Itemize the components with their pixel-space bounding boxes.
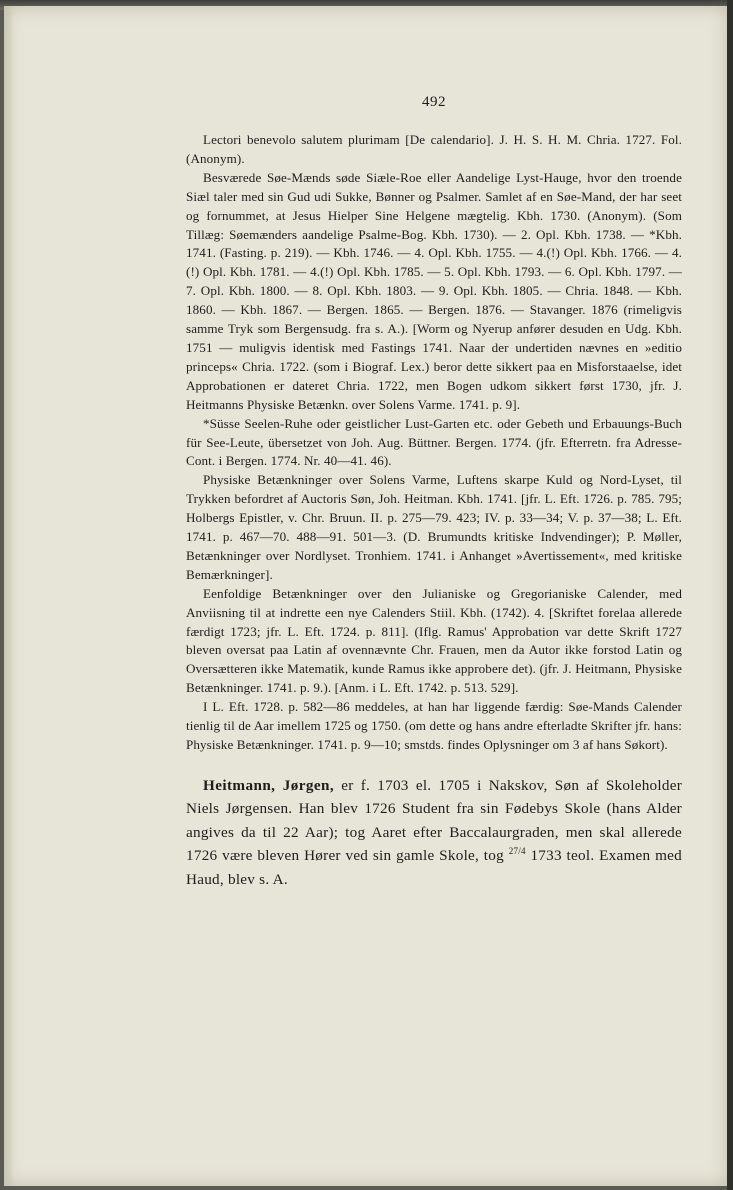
biography-paragraph: [186, 774, 682, 892]
page-gutter-shadow: [4, 6, 14, 1186]
bibliography-list: [186, 131, 682, 755]
page-content: [186, 94, 682, 891]
bibliography-entry: Physiske Betænkninger over Solens Varme, Luftens skarpe Kuld og Nord-Lyset, til Trykken befordret af Auctoris Søn, Joh. Heitman. Kbh. 1741. [jfr. L. Eft. 1726. p. 785. 795; Holbergs Epistler, v. Chr. Bruun. II. p. 275—79. 423; IV. p. 33—34; V. p. 37—38; L. Eft. 1741. p. 467—70. 488—91. 501—3. (D. Brumundts kritiske Indvendinger); P. Møller, Betænkninger over Nordlyset. Tronhiem. 1741. i Anhanget »Avertissement«, med kritiske Bemærkninger].: [186, 472, 682, 582]
bibliography-entry: Besværede Søe-Mænds søde Siæle-Roe eller Aandelige Lyst-Hauge, hvor den troende Siæl taler med sin Gud udi Sukke, Bønner og Psalmer. Samlet af en Søe-Mand, der har seet og fornummet, at Jesus Hielper Sine Helgene mægtelig. Kbh. 1730. (Anonym). (Som Tillæg: Søemænders aandelige Psalme-Bog. Kbh. 1730). — 2. Opl. Kbh. 1738. — *Kbh. 1741. (Fasting. p. 219). — Kbh. 1746. — 4. Opl. Kbh. 1755. — 4.(!) Opl. Kbh. 1766. — 4.(!) Opl. Kbh. 1781. — 4.(!) Opl. Kbh. 1785. — 5. Opl. Kbh. 1793. — 6. Opl. Kbh. 1797. — 7. Opl. Kbh. 1800. — 8. Opl. Kbh. 1803. — 9. Opl. Kbh. 1805. — Chria. 1848. — Kbh. 1860. — Kbh. 1867. — Bergen. 1865. — Bergen. 1876. — Stavanger. 1876 (rimeligvis samme Tryk som Bergensudg. fra s. A.). [Worm og Nyerup anfører desuden en Udg. Kbh. 1751 — muligvis identisk med Fastings 1741. Naar der undertiden nævnes en »editio princeps« Chria. 1722. (som i Biograf. Lex.) beror dette sikkert paa en Misforstaaelse, idet Approbationen er dateret Chria. 1722, men Bogen udkom sikkert først 1730, jfr. J. Heitmanns Physiske Betænkn. over Solens Varme. 1741. p. 9].: [186, 169, 682, 412]
person-name: Heitmann, Jørgen,: [203, 776, 335, 794]
bibliography-entry: Lectori benevolo salutem plurimam [De calendario]. J. H. S. H. M. Chria. 1727. Fol. (Anonym).: [186, 132, 682, 166]
bibliography-entry: *Süsse Seelen-Ruhe oder geistlicher Lust-Garten etc. oder Gebeth und Erbauungs-Buch für See-Leute, übersetzet von Joh. Aug. Büttner. Bergen. 1774. (jfr. Efterretn. fra Adresse-Cont. i Bergen. 1774. Nr. 40—41. 46).: [186, 415, 682, 469]
biography-text: er f. 1703 el. 1705 i Nakskov, Søn af Skoleholder Niels Jørgensen. Han blev 1726 Student fra sin Fødebys Skole (hans Alder angives da til 22 Aar); tog Aaret efter Baccalaurgraden, men skal allerede 1726 være bleven Hører ved sin gamle Skole, tog: [186, 776, 683, 865]
date-fraction: 27/4: [508, 846, 526, 857]
biography-text-continued: 1733 teol. Examen med Haud, blev s. A.: [186, 847, 683, 888]
biography-entry: [186, 774, 682, 892]
scan-right-border: [727, 0, 733, 1190]
bibliography-entry: I L. Eft. 1728. p. 582—86 meddeles, at han har liggende færdig: Søe-Mands Calender tienlig til de Aar imellem 1725 og 1750. (om dette og hans andre efterladte Skrifter jfr. hans: Physiske Betænkninger. 1741. p. 9—10; smstds. findes Oplysninger om 3 af hans Søkort).: [186, 699, 682, 752]
page-number: 492: [422, 94, 446, 110]
bibliography-entry: Eenfoldige Betænkninger over den Julianiske og Gregorianiske Calender, med Anviisning til at indrette een nye Calenders Stiil. Kbh. (1742). 4. [Skriftet forelaa allerede færdigt 1723; jfr. L. Eft. 1724. p. 811]. (Iflg. Ramus' Approbation var dette Skrift 1727 bleven oversat paa Latin af ovennævnte Chr. Frauen, men da Autor ikke forstod Latin og Oversætteren ikke Matematik, kunde Ramus ikke approbere det). (jfr. J. Heitmann, Physiske Betænkninger. 1741. p. 9.). [Anm. i L. Eft. 1742. p. 513. 529].: [186, 585, 682, 696]
